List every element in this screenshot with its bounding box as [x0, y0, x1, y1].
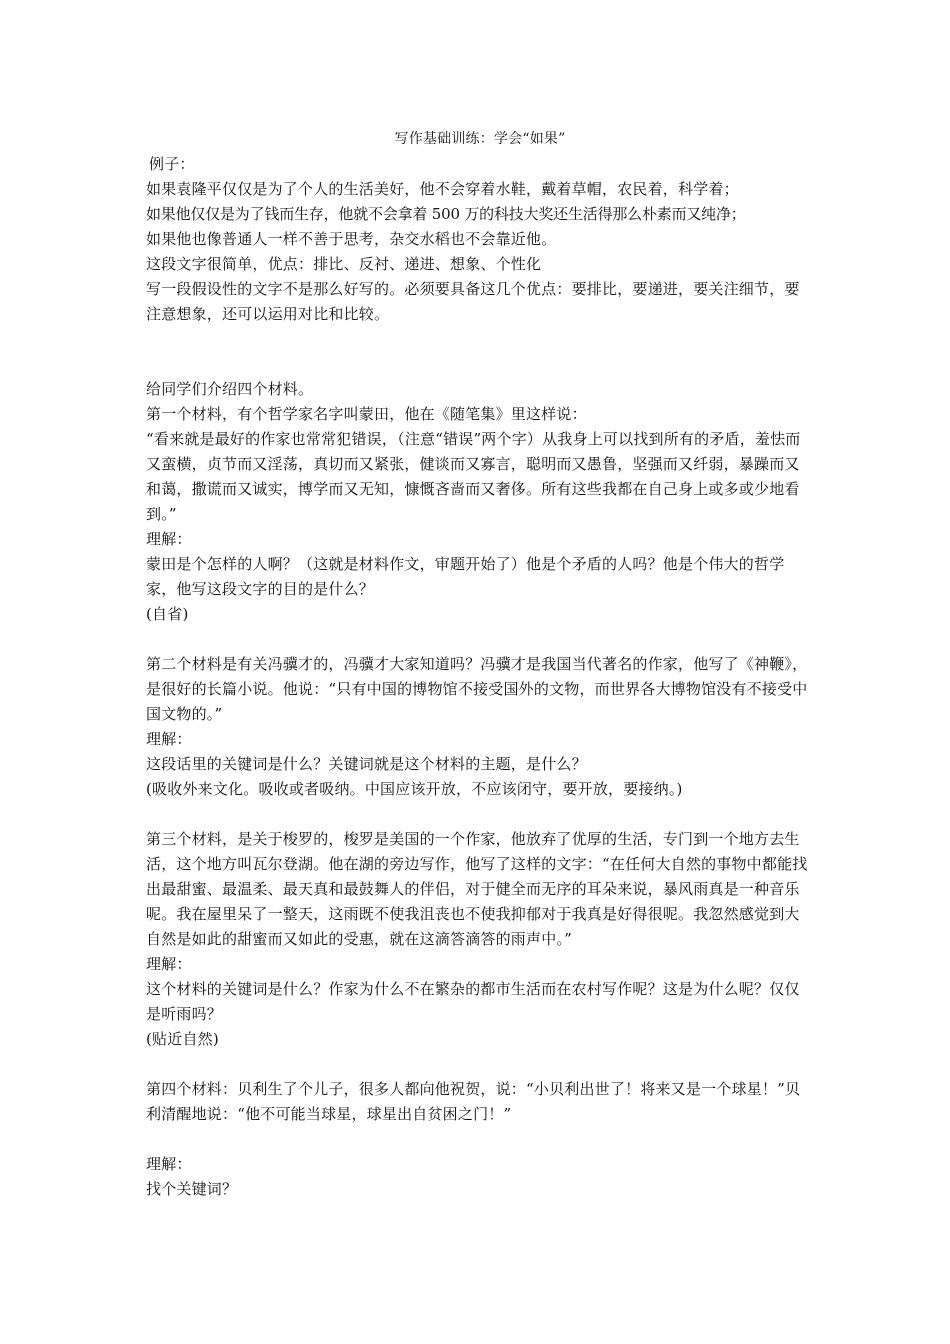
- example-line: 如果袁隆平仅仅是为了个人的生活美好，他不会穿着水鞋，戴着草帽，农民着，科学着；: [146, 180, 739, 198]
- material1-quote: “看来就是最好的作家也常常犯错误，（注意“错误”两个字）从我身上可以找到所有的矛盾，羞怯而又蛮横，贞节而又淫荡，真切而又紧张，健谈而又寡言，聪明而又愚鲁，坚强而又纤弱，暴躁而又和蔼，撒谎而又诚实，博学而又无知，慷慨吝啬而又奢侈。所有这些我都在自己身上或多或少地看到。”: [146, 430, 801, 523]
- spacer: [146, 327, 814, 377]
- section-intro: 给同学们介绍四个材料。: [146, 380, 314, 398]
- material1-answer: (自省): [146, 605, 189, 623]
- material1-heading: 第一个材料，有个哲学家名字叫蒙田，他在《随笔集》里这样说：: [146, 405, 587, 423]
- material2-understand-label: 理解：: [146, 730, 192, 748]
- material3-answer: (贴近自然): [146, 1030, 219, 1048]
- material2-text: 第二个材料是有关冯骥才的，冯骥才大家知道吗？冯骥才是我国当代著名的作家，他写了《神鞭》，是很好的长篇小说。他说：“只有中国的博物馆不接受国外的文物，而世界各大博物馆没有不接受中国文物的。”: [146, 655, 808, 723]
- example-label: 例子：: [149, 155, 195, 173]
- material4-question: 找个关键词？: [146, 1180, 238, 1198]
- spacer: [146, 1127, 814, 1152]
- example-line: 如果他也像普通人一样不善于思考，杂交水稻也不会靠近他。: [146, 230, 557, 248]
- document-body: [146, 128, 814, 1202]
- material4-text: 第四个材料：贝利生了个儿子，很多人都向他祝贺，说：“小贝利出世了！将来又是一个球星！”贝利清醒地说：“他不可能当球星，球星出自贫困之门！”: [146, 1080, 801, 1123]
- document-title: 写作基础训练：学会“如果”: [394, 131, 566, 147]
- material3-text: 第三个材料，是关于梭罗的，梭罗是美国的一个作家，他放弃了优厚的生活，专门到一个地方去生活，这个地方叫瓦尔登湖。他在湖的旁边写作，他写了这样的文字：“在任何大自然的事物中都能找出最甜蜜、最温柔、最天真和最鼓舞人的伴侣，对于健全而无序的耳朵来说，暴风雨真是一种音乐呢。我在屋里呆了一整天，这雨既不使我沮丧也不使我抑郁对于我真是好得很呢。我忽然感觉到大自然是如此的甜蜜而又如此的受惠，就在这滴答滴答的雨声中。”: [146, 830, 808, 948]
- example-requirement: 写一段假设性的文字不是那么好写的。必须要具备这几个优点：要排比，要递进，要关注细节，要注意想象，还可以运用对比和比较。: [146, 280, 800, 323]
- spacer: [146, 1052, 814, 1077]
- material2-question: 这段话里的关键词是什么？关键词就是这个材料的主题，是什么？: [146, 755, 587, 773]
- material2-answer: (吸收外来文化。吸收或者吸纳。中国应该开放，不应该闭守，要开放，要接纳。): [146, 780, 683, 798]
- material1-understand-label: 理解：: [146, 530, 192, 548]
- example-analysis: 这段文字很简单，优点：排比、反衬、递进、想象、个性化: [146, 255, 542, 273]
- material4-understand-label: 理解：: [146, 1155, 192, 1173]
- spacer: [146, 627, 814, 652]
- example-line: 如果他仅仅是为了钱而生存，他就不会拿着 500 万的科技大奖还生活得那么朴素而又纯净；: [146, 205, 746, 223]
- material3-question: 这个材料的关键词是什么？作家为什么不在繁杂的都市生活而在农村写作呢？这是为什么呢？仅仅是听雨吗？: [146, 980, 800, 1023]
- material1-question: 蒙田是个怎样的人啊？（这就是材料作文，审题开始了）他是个矛盾的人吗？他是个伟大的哲学家，他写这段文字的目的是什么？: [146, 555, 785, 598]
- material3-understand-label: 理解：: [146, 955, 192, 973]
- spacer: [146, 802, 814, 827]
